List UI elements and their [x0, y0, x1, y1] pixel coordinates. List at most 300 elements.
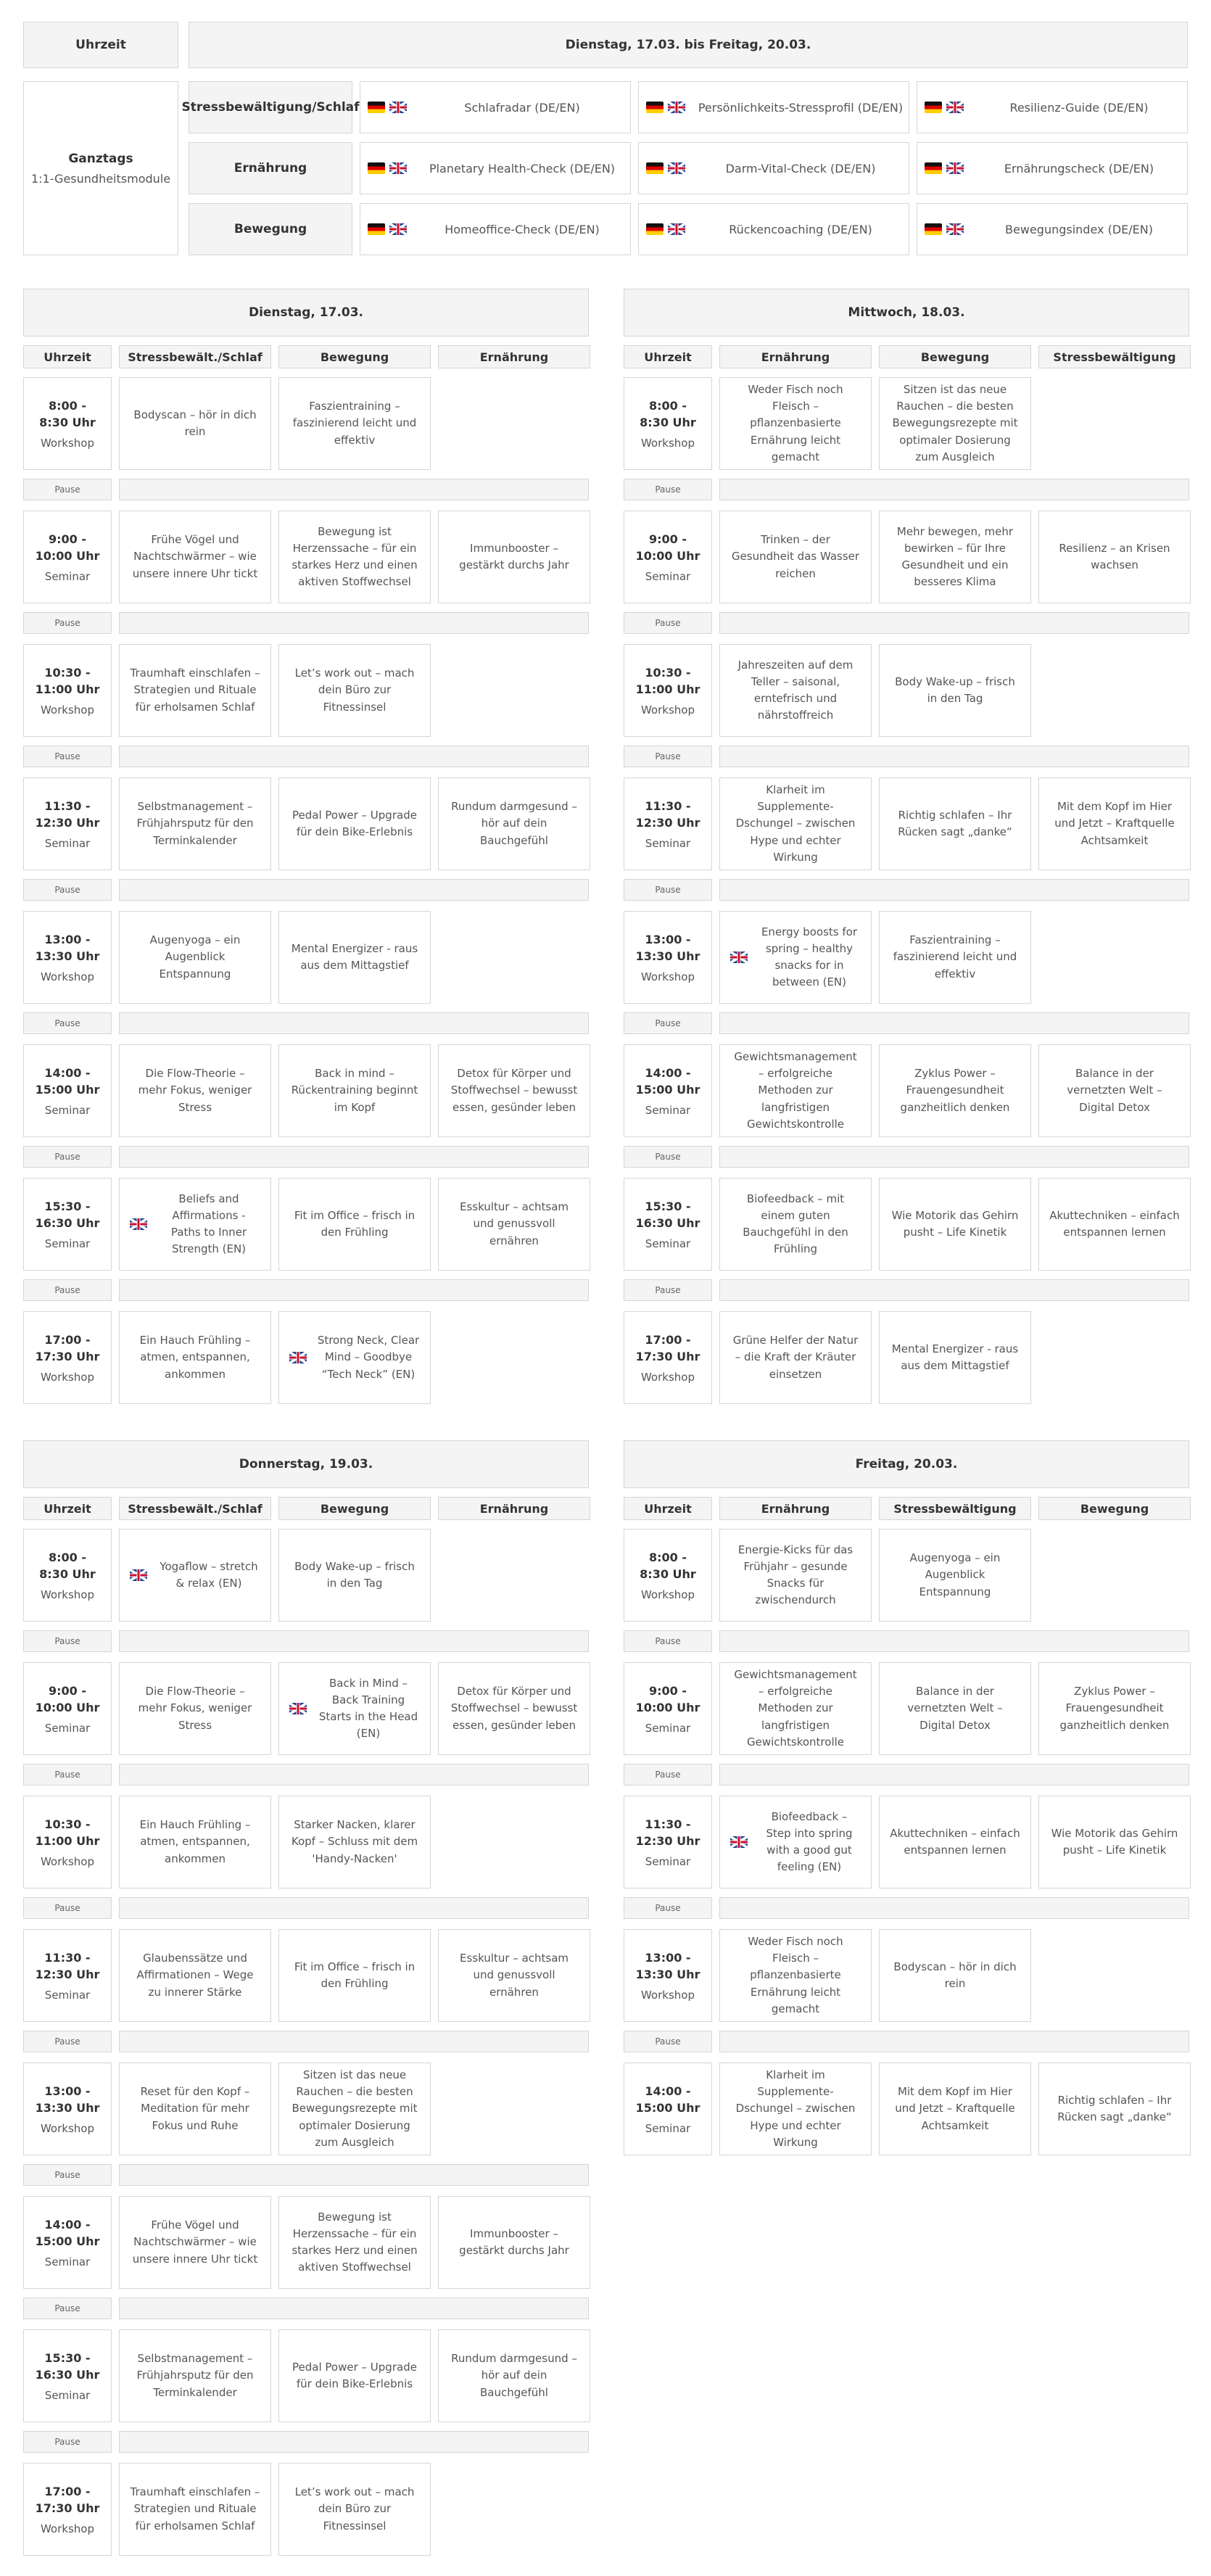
module-label: Darm-Vital-Check (DE/EN): [725, 161, 876, 176]
pause-bar: [719, 1630, 1189, 1652]
session-card[interactable]: [879, 644, 1031, 737]
pause-label: Pause: [655, 751, 681, 761]
session-card[interactable]: [278, 377, 431, 470]
session-title: Grüne Helfer der Natur – die Kraft der Kräuter einsetzen: [732, 1334, 859, 1381]
session-type: Seminar: [44, 1989, 91, 2002]
session-title: Selbstmanagement – Frühjahrsputz für den Terminkalender: [136, 2352, 254, 2399]
pause-bar: [719, 612, 1189, 634]
module-card[interactable]: [917, 81, 1188, 133]
session-title: Faszientraining – faszinierend leicht und effektiv: [292, 400, 417, 447]
session-title: Faszientraining – faszinierend leicht und effektiv: [893, 933, 1017, 981]
session-card[interactable]: [719, 1796, 872, 1888]
day-title: [624, 1440, 1189, 1488]
session-title: Bewegung ist Herzenssache – für ein starkes Herz und einen aktiven Stoffwechsel: [292, 524, 418, 589]
session-card[interactable]: [1038, 1044, 1191, 1137]
session-card[interactable]: [119, 644, 271, 737]
pause-label: Pause: [655, 1903, 681, 1913]
day-title: [624, 289, 1189, 337]
session-card[interactable]: [879, 1178, 1031, 1271]
time-range: 14:00 - 15:00 Uhr: [35, 1065, 100, 1097]
session-title: Esskultur – achtsam und genussvoll ernähren: [459, 1952, 569, 1999]
module-label: Bewegungsindex (DE/EN): [1005, 222, 1153, 236]
uk-flag-icon: [730, 951, 748, 963]
pause-bar: [719, 479, 1189, 500]
session-title: Bewegung ist Herzenssache – für ein starkes Herz und einen aktiven Stoffwechsel: [292, 2210, 418, 2274]
day-title-label: Dienstag, 17.03.: [248, 305, 364, 320]
uk-flag-icon: [946, 223, 964, 235]
session-card[interactable]: [719, 2063, 872, 2155]
column-header-label: Uhrzeit: [644, 350, 692, 364]
session-card[interactable]: [278, 1662, 431, 1755]
session-title: Die Flow-Theorie – mehr Fokus, weniger Stress: [138, 1067, 252, 1114]
session-card[interactable]: [119, 777, 271, 870]
session-card[interactable]: [1038, 511, 1191, 603]
session-card[interactable]: [879, 1529, 1031, 1622]
session-type: Workshop: [640, 970, 695, 984]
pause-label: Pause: [54, 885, 80, 895]
time-cell: [23, 644, 112, 737]
pause-bar: [119, 612, 589, 634]
session-type: Seminar: [44, 1237, 91, 1251]
pause-cell: [23, 479, 112, 500]
language-flags: [368, 102, 407, 113]
session-card[interactable]: [278, 2063, 431, 2155]
day-title: [23, 1440, 589, 1488]
session-title: Back in Mind – Back Training Starts in the Head (EN): [318, 1676, 418, 1741]
session-title: Weder Fisch noch Fleisch – pflanzenbasierte Ernährung leicht gemacht: [748, 1934, 843, 2015]
session-card[interactable]: [879, 377, 1031, 470]
session-title: Reset für den Kopf – Meditation für mehr Fokus und Ruhe: [140, 2085, 250, 2132]
session-card[interactable]: [879, 1662, 1031, 1755]
time-cell: [624, 1929, 712, 2022]
session-card[interactable]: [278, 1311, 431, 1404]
module-card[interactable]: [638, 81, 909, 133]
day-title-label: Donnerstag, 19.03.: [239, 1457, 373, 1471]
category-label: Stressbewältigung/Schlaf: [181, 100, 360, 115]
session-type: Workshop: [640, 703, 695, 717]
session-card[interactable]: [119, 911, 271, 1004]
session-title: Ein Hauch Frühling – atmen, entspannen, ankommen: [139, 1334, 251, 1381]
time-range: 11:30 - 12:30 Uhr: [35, 798, 100, 830]
time-cell: [23, 1044, 112, 1137]
pause-cell: [624, 1146, 712, 1168]
column-header: [1038, 1497, 1191, 1520]
pause-bar: [119, 879, 589, 901]
session-card[interactable]: [119, 377, 271, 470]
session-card[interactable]: [879, 2063, 1031, 2155]
module-card[interactable]: [638, 203, 909, 255]
session-card[interactable]: [278, 1178, 431, 1271]
pause-cell: [23, 1279, 112, 1301]
session-card[interactable]: [438, 1929, 590, 2022]
session-card[interactable]: [278, 911, 431, 1004]
uk-flag-icon: [289, 1703, 307, 1714]
pause-bar: [119, 1630, 589, 1652]
session-title: Yogaflow – stretch & relax (EN): [160, 1559, 258, 1590]
session-card[interactable]: [719, 1044, 872, 1137]
session-card[interactable]: [278, 1796, 431, 1888]
pause-bar: [719, 2031, 1189, 2052]
pause-bar: [719, 879, 1189, 901]
german-flag-icon: [925, 162, 942, 174]
pause-bar: [119, 479, 589, 500]
overview-date-header: Dienstag, 17.03. bis Freitag, 20.03.: [189, 22, 1188, 68]
session-type: Seminar: [645, 2122, 691, 2136]
session-card[interactable]: [438, 1044, 590, 1137]
pause-label: Pause: [655, 1770, 681, 1780]
pause-cell: [23, 1764, 112, 1786]
pause-label: Pause: [54, 1636, 80, 1646]
session-card[interactable]: [278, 1929, 431, 2022]
session-card[interactable]: [879, 511, 1031, 603]
pause-bar: [719, 1146, 1189, 1168]
pause-cell: [624, 1012, 712, 1034]
session-card[interactable]: [1038, 2063, 1191, 2155]
session-title: Body Wake-up – frisch in den Tag: [294, 1559, 415, 1590]
pause-bar: [719, 1764, 1189, 1786]
column-header: [119, 1497, 271, 1520]
language-flags: [646, 162, 685, 174]
pause-cell: [624, 1764, 712, 1786]
time-cell: [624, 911, 712, 1004]
session-card[interactable]: [719, 1529, 872, 1622]
column-header: [278, 345, 431, 368]
pause-label: Pause: [54, 2170, 80, 2180]
module-label: Ernährungscheck (DE/EN): [1004, 161, 1154, 176]
pause-cell: [23, 1630, 112, 1652]
pause-label: Pause: [54, 618, 80, 628]
pause-cell: [624, 1279, 712, 1301]
session-card[interactable]: [879, 777, 1031, 870]
german-flag-icon: [925, 102, 942, 113]
pause-label: Pause: [54, 751, 80, 761]
time-range: 10:30 - 11:00 Uhr: [35, 1817, 100, 1848]
time-cell: [624, 1044, 712, 1137]
column-header-label: Stressbewält./Schlaf: [128, 1501, 263, 1516]
pause-bar: [119, 1012, 589, 1034]
pause-bar: [119, 2164, 589, 2186]
pause-label: Pause: [54, 484, 80, 495]
session-title: Body Wake-up – frisch in den Tag: [895, 674, 1015, 705]
session-card[interactable]: [719, 911, 872, 1004]
time-cell: [23, 511, 112, 603]
session-card[interactable]: [719, 511, 872, 603]
time-cell: [624, 1178, 712, 1271]
time-cell: [23, 1662, 112, 1755]
session-type: Workshop: [640, 1588, 695, 1602]
session-card[interactable]: [1038, 1662, 1191, 1755]
session-card[interactable]: [278, 2463, 431, 2556]
german-flag-icon: [646, 223, 664, 235]
session-title: Let’s work out – mach dein Büro zur Fitnessinsel: [294, 2485, 415, 2532]
time-range: 11:30 - 12:30 Uhr: [635, 1817, 700, 1848]
session-type: Workshop: [640, 1371, 695, 1384]
session-card[interactable]: [438, 2329, 590, 2422]
session-title: Pedal Power – Upgrade für dein Bike-Erlebnis: [292, 808, 417, 838]
module-label: Planetary Health-Check (DE/EN): [429, 161, 616, 176]
pause-bar: [119, 746, 589, 767]
language-flags: [368, 223, 407, 235]
session-card[interactable]: [119, 1529, 271, 1622]
pause-cell: [624, 746, 712, 767]
pause-label: Pause: [54, 2036, 80, 2047]
session-card[interactable]: [119, 1662, 271, 1755]
session-card[interactable]: [278, 2329, 431, 2422]
session-title: Resilienz – an Krisen wachsen: [1059, 541, 1170, 571]
session-card[interactable]: [278, 644, 431, 737]
session-title: Richtig schlafen – Ihr Rücken sagt „danke“: [1057, 2093, 1172, 2123]
session-title: Sitzen ist das neue Rauchen – die besten Bewegungsrezepte mit optimaler Dosierung zum Ausgleich: [292, 2068, 418, 2149]
category-1: [189, 142, 352, 194]
time-range: 14:00 - 15:00 Uhr: [35, 2217, 100, 2248]
pause-cell: [624, 2031, 712, 2052]
session-type: Seminar: [645, 1237, 691, 1251]
module-card[interactable]: [360, 142, 631, 194]
module-label: Homeoffice-Check (DE/EN): [445, 222, 600, 236]
session-title: Trinken – der Gesundheit das Wasser reichen: [731, 533, 860, 580]
pause-cell: [23, 1146, 112, 1168]
module-label: Schlafradar (DE/EN): [464, 100, 580, 115]
session-card[interactable]: [119, 2329, 271, 2422]
session-card[interactable]: [119, 1796, 271, 1888]
pause-cell: [23, 746, 112, 767]
pause-cell: [624, 1897, 712, 1919]
session-type: Workshop: [640, 1989, 695, 2002]
pause-cell: [23, 2164, 112, 2186]
column-header-label: Uhrzeit: [644, 1501, 692, 1516]
column-header-label: Stressbewält./Schlaf: [128, 350, 263, 364]
language-flags: [925, 223, 964, 235]
pause-cell: [624, 612, 712, 634]
session-card[interactable]: [719, 1178, 872, 1271]
module-card[interactable]: [917, 203, 1188, 255]
session-type: Workshop: [40, 2122, 94, 2136]
session-type: Workshop: [40, 1855, 94, 1869]
session-card[interactable]: [278, 777, 431, 870]
session-type: Workshop: [40, 970, 94, 984]
session-card[interactable]: [719, 1311, 872, 1404]
pause-label: Pause: [54, 2303, 80, 2313]
pause-label: Pause: [655, 1018, 681, 1028]
column-header-label: Uhrzeit: [44, 350, 91, 364]
session-title: Bodyscan – hör in dich rein: [133, 408, 257, 438]
session-title: Jahreszeiten auf dem Teller – saisonal, erntefrisch und nährstoffreich: [737, 658, 854, 722]
language-flags: [646, 102, 685, 113]
pause-label: Pause: [655, 1285, 681, 1295]
pause-cell: [23, 879, 112, 901]
column-header-label: Uhrzeit: [44, 1501, 91, 1516]
time-cell: [23, 911, 112, 1004]
session-title: Beliefs and Affirmations - Paths to Inner Strength (EN): [170, 1192, 247, 1256]
module-card[interactable]: [360, 81, 631, 133]
session-card[interactable]: [438, 511, 590, 603]
column-header-label: Bewegung: [320, 350, 389, 364]
session-card[interactable]: [719, 644, 872, 737]
day-title: [23, 289, 589, 337]
pause-label: Pause: [655, 484, 681, 495]
pause-label: Pause: [655, 2036, 681, 2047]
column-header-label: Stressbewältigung: [893, 1501, 1017, 1516]
session-card[interactable]: [879, 1044, 1031, 1137]
session-card[interactable]: [719, 1929, 872, 2022]
uk-flag-icon: [668, 102, 685, 113]
column-header: [719, 345, 872, 368]
category-2: [189, 203, 352, 255]
column-header: [23, 1497, 112, 1520]
column-header: [119, 345, 271, 368]
session-title: Zyklus Power – Frauengesundheit ganzheitlich denken: [1059, 1685, 1170, 1732]
session-card[interactable]: [119, 511, 271, 603]
pause-bar: [119, 1146, 589, 1168]
time-range: 15:30 - 16:30 Uhr: [635, 1199, 700, 1230]
column-header: [438, 1497, 590, 1520]
pause-cell: [23, 612, 112, 634]
uk-flag-icon: [389, 102, 407, 113]
session-title: Back in mind – Rückentraining beginnt im Kopf: [291, 1067, 418, 1114]
pause-label: Pause: [54, 1018, 80, 1028]
uk-flag-icon: [130, 1218, 147, 1230]
module-label: Rückencoaching (DE/EN): [729, 222, 872, 236]
session-title: Balance in der vernetzten Welt – Digital Detox: [907, 1685, 1003, 1732]
uk-flag-icon: [289, 1352, 307, 1363]
time-range: 9:00 - 10:00 Uhr: [635, 1683, 700, 1714]
pause-cell: [23, 1897, 112, 1919]
time-range: 17:00 - 17:30 Uhr: [35, 2484, 100, 2515]
column-header-label: Ernährung: [479, 1501, 549, 1516]
column-header-label: Stressbewältigung: [1053, 350, 1176, 364]
allday-title: Ganztags: [68, 151, 133, 166]
uk-flag-icon: [668, 223, 685, 235]
pause-label: Pause: [54, 1903, 80, 1913]
column-header-label: Ernährung: [761, 1501, 830, 1516]
language-flags: [925, 162, 964, 174]
time-cell: [23, 2463, 112, 2556]
pause-cell: [23, 2298, 112, 2319]
language-flags: [646, 223, 685, 235]
session-card[interactable]: [438, 2196, 590, 2289]
session-title: Frühe Vögel und Nachtschwärmer – wie unsere innere Uhr tickt: [132, 533, 258, 580]
time-cell: [624, 1796, 712, 1888]
german-flag-icon: [646, 162, 664, 174]
column-header-label: Bewegung: [920, 350, 990, 364]
session-card[interactable]: [879, 1796, 1031, 1888]
session-title: Fit im Office – frisch in den Frühling: [294, 1208, 416, 1239]
session-title: Frühe Vögel und Nachtschwärmer – wie unsere innere Uhr tickt: [132, 2218, 258, 2266]
session-title: Akuttechniken – einfach entspannen lernen: [890, 1826, 1020, 1857]
session-title: Detox für Körper und Stoffwechsel – bewusst essen, gesünder leben: [450, 1685, 578, 1732]
session-type: Seminar: [645, 1104, 691, 1118]
session-card[interactable]: [1038, 1796, 1191, 1888]
time-range: 8:00 - 8:30 Uhr: [39, 398, 96, 429]
session-card[interactable]: [119, 1311, 271, 1404]
session-card[interactable]: [1038, 777, 1191, 870]
time-range: 8:00 - 8:30 Uhr: [640, 398, 696, 429]
session-title: Selbstmanagement – Frühjahrsputz für den Terminkalender: [136, 800, 254, 847]
session-card[interactable]: [278, 1044, 431, 1137]
session-card[interactable]: [719, 777, 872, 870]
session-type: Seminar: [645, 1855, 691, 1869]
session-card[interactable]: [879, 1929, 1031, 2022]
session-card[interactable]: [719, 377, 872, 470]
pause-label: Pause: [655, 1152, 681, 1162]
session-title: Glaubenssätze und Affirmationen – Wege zu innerer Stärke: [136, 1952, 254, 1999]
session-card[interactable]: [438, 1662, 590, 1755]
time-range: 9:00 - 10:00 Uhr: [35, 532, 100, 563]
overview-time-header: Uhrzeit: [23, 22, 178, 68]
module-card[interactable]: [917, 142, 1188, 194]
session-title: Rundum darmgesund – hör auf dein Bauchgefühl: [451, 2352, 577, 2399]
session-title: Pedal Power – Upgrade für dein Bike-Erlebnis: [292, 2360, 417, 2390]
session-type: Seminar: [44, 1104, 91, 1118]
session-type: Seminar: [44, 2389, 91, 2403]
session-title: Immunbooster – gestärkt durchs Jahr: [459, 541, 569, 571]
session-title: Traumhaft einschlafen – Strategien und Rituale für erholsamen Schlaf: [130, 2485, 260, 2532]
time-cell: [23, 1796, 112, 1888]
time-cell: [624, 1529, 712, 1622]
session-card[interactable]: [278, 511, 431, 603]
session-card[interactable]: [119, 1178, 271, 1271]
session-type: Workshop: [40, 2522, 94, 2536]
german-flag-icon: [368, 102, 385, 113]
category-label: Bewegung: [233, 222, 307, 236]
module-label: Persönlichkeits-Stressprofil (DE/EN): [698, 100, 904, 115]
session-card[interactable]: [438, 777, 590, 870]
session-title: Richtig schlafen – Ihr Rücken sagt „danke“: [898, 808, 1012, 838]
time-cell: [23, 1178, 112, 1271]
session-card[interactable]: [119, 2063, 271, 2155]
day-title-label: Mittwoch, 18.03.: [848, 305, 965, 320]
uk-flag-icon: [946, 102, 964, 113]
session-card[interactable]: [719, 1662, 872, 1755]
pause-bar: [119, 1279, 589, 1301]
uk-flag-icon: [389, 162, 407, 174]
session-card[interactable]: [119, 1044, 271, 1137]
time-range: 15:30 - 16:30 Uhr: [35, 1199, 100, 1230]
session-card[interactable]: [879, 911, 1031, 1004]
session-type: Seminar: [645, 837, 691, 851]
pause-label: Pause: [54, 1285, 80, 1295]
module-card[interactable]: [638, 142, 909, 194]
module-card[interactable]: [360, 203, 631, 255]
session-title: Mehr bewegen, mehr bewirken – für Ihre Gesundheit und ein besseres Klima: [896, 524, 1014, 589]
session-type: Seminar: [44, 837, 91, 851]
session-card[interactable]: [438, 1178, 590, 1271]
time-range: 10:30 - 11:00 Uhr: [635, 665, 700, 696]
session-title: Gewichtsmanagement – erfolgreiche Methoden zur langfristigen Gewichtskontrolle: [734, 1049, 857, 1131]
time-cell: [23, 2329, 112, 2422]
session-title: Augenyoga – ein Augenblick Entspannung: [909, 1551, 1001, 1598]
session-card[interactable]: [278, 2196, 431, 2289]
session-card[interactable]: [278, 1529, 431, 1622]
session-card[interactable]: [119, 2463, 271, 2556]
session-title: Wie Motorik das Gehirn pusht – Life Kinetik: [891, 1208, 1019, 1239]
time-range: 15:30 - 16:30 Uhr: [35, 2350, 100, 2382]
pause-cell: [624, 879, 712, 901]
pause-bar: [119, 2431, 589, 2453]
session-card[interactable]: [119, 1929, 271, 2022]
time-range: 10:30 - 11:00 Uhr: [35, 665, 100, 696]
pause-label: Pause: [54, 1770, 80, 1780]
session-title: Rundum darmgesund – hör auf dein Bauchgefühl: [451, 800, 577, 847]
session-card[interactable]: [1038, 1178, 1191, 1271]
time-range: 14:00 - 15:00 Uhr: [635, 1065, 700, 1097]
session-title: Mit dem Kopf im Hier und Jetzt – Kraftquelle Achtsamkeit: [895, 2085, 1015, 2132]
session-title: Mental Energizer - raus aus dem Mittagstief: [291, 941, 418, 972]
session-title: Augenyoga – ein Augenblick Entspannung: [149, 933, 241, 981]
session-card[interactable]: [119, 2196, 271, 2289]
session-card[interactable]: [879, 1311, 1031, 1404]
time-cell: [23, 777, 112, 870]
